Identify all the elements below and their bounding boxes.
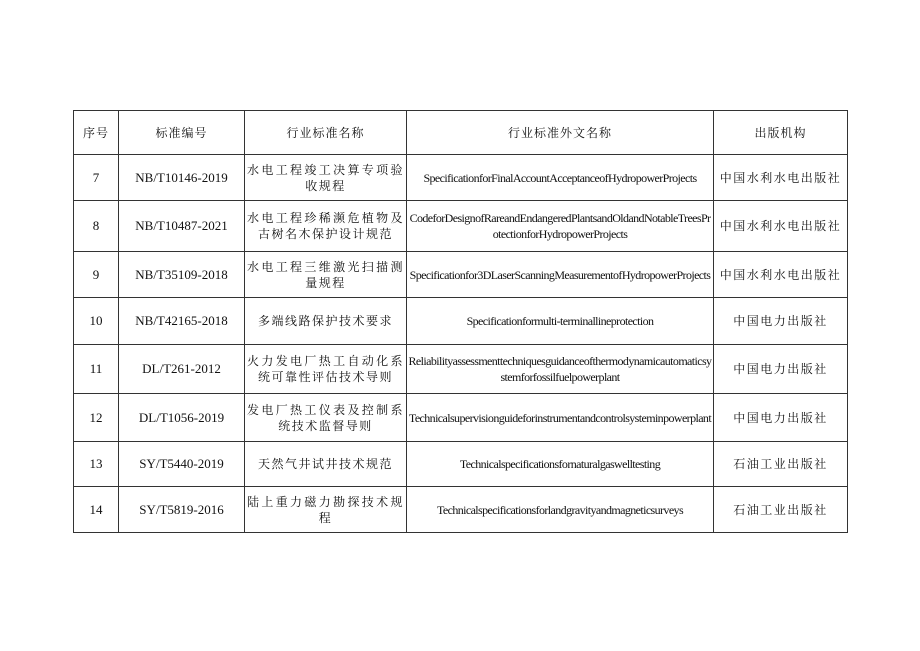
row-code: SY/T5819-2016 [119, 487, 245, 533]
row-publisher: 中国水利水电出版社 [714, 201, 848, 252]
row-publisher: 中国电力出版社 [714, 394, 848, 442]
table-row [74, 442, 848, 487]
standards-table [73, 110, 848, 533]
row-no: 8 [74, 201, 119, 252]
row-publisher: 中国电力出版社 [714, 345, 848, 394]
row-no: 11 [74, 345, 119, 394]
row-name-en: Technicalsupervisionguideforinstrumentandcontrolsysteminpowerplant [407, 394, 714, 442]
row-code: SY/T5440-2019 [119, 442, 245, 487]
row-publisher: 中国水利水电出版社 [714, 252, 848, 298]
row-no: 12 [74, 394, 119, 442]
row-publisher: 石油工业出版社 [714, 487, 848, 533]
row-name-cn: 多端线路保护技术要求 [245, 298, 407, 345]
row-name-en: Specificationfor3DLaserScanningMeasurementofHydropowerProjects [407, 252, 714, 298]
row-code: NB/T10487-2021 [119, 201, 245, 252]
table-row [74, 394, 848, 442]
table-header [74, 111, 848, 155]
header-publisher: 出版机构 [714, 111, 848, 155]
row-no: 7 [74, 155, 119, 201]
row-no: 13 [74, 442, 119, 487]
row-code: NB/T35109-2018 [119, 252, 245, 298]
row-publisher: 石油工业出版社 [714, 442, 848, 487]
table-row [74, 252, 848, 298]
row-code: NB/T10146-2019 [119, 155, 245, 201]
row-name-cn: 天然气井试井技术规范 [245, 442, 407, 487]
row-name-cn: 水电工程珍稀濒危植物及古树名木保护设计规范 [245, 201, 407, 252]
row-name-en: CodeforDesignofRareandEndangeredPlantsandOldandNotableTreesProtectionforHydropowerProjects [407, 201, 714, 252]
row-name-en: Specificationformulti-terminallineprotection [407, 298, 714, 345]
row-no: 9 [74, 252, 119, 298]
row-name-cn: 发电厂热工仪表及控制系统技术监督导则 [245, 394, 407, 442]
row-name-en: Technicalspecificationsfornaturalgaswelltesting [407, 442, 714, 487]
row-code: DL/T261-2012 [119, 345, 245, 394]
header-no: 序号 [74, 111, 119, 155]
row-code: NB/T42165-2018 [119, 298, 245, 345]
row-publisher: 中国电力出版社 [714, 298, 848, 345]
row-name-en: SpecificationforFinalAccountAcceptanceofHydropowerProjects [407, 155, 714, 201]
table-row [74, 155, 848, 201]
header-row [74, 111, 848, 155]
table-row [74, 345, 848, 394]
row-code: DL/T1056-2019 [119, 394, 245, 442]
row-name-en: Technicalspecificationsforlandgravityandmagneticsurveys [407, 487, 714, 533]
row-name-cn: 水电工程三维激光扫描测量规程 [245, 252, 407, 298]
table-row [74, 298, 848, 345]
row-no: 14 [74, 487, 119, 533]
header-name-en: 行业标准外文名称 [407, 111, 714, 155]
row-publisher: 中国水利水电出版社 [714, 155, 848, 201]
table-row [74, 201, 848, 252]
row-no: 10 [74, 298, 119, 345]
table-row [74, 487, 848, 533]
row-name-en: Reliabilityassessmenttechniquesguidanceofthermodynamicautomaticsystemforfossilfuelpowerplant [407, 345, 714, 394]
row-name-cn: 火力发电厂热工自动化系统可靠性评估技术导则 [245, 345, 407, 394]
header-code: 标准编号 [119, 111, 245, 155]
row-name-cn: 陆上重力磁力勘探技术规程 [245, 487, 407, 533]
row-name-cn: 水电工程竣工决算专项验收规程 [245, 155, 407, 201]
header-name-cn: 行业标准名称 [245, 111, 407, 155]
table-body [74, 155, 848, 533]
